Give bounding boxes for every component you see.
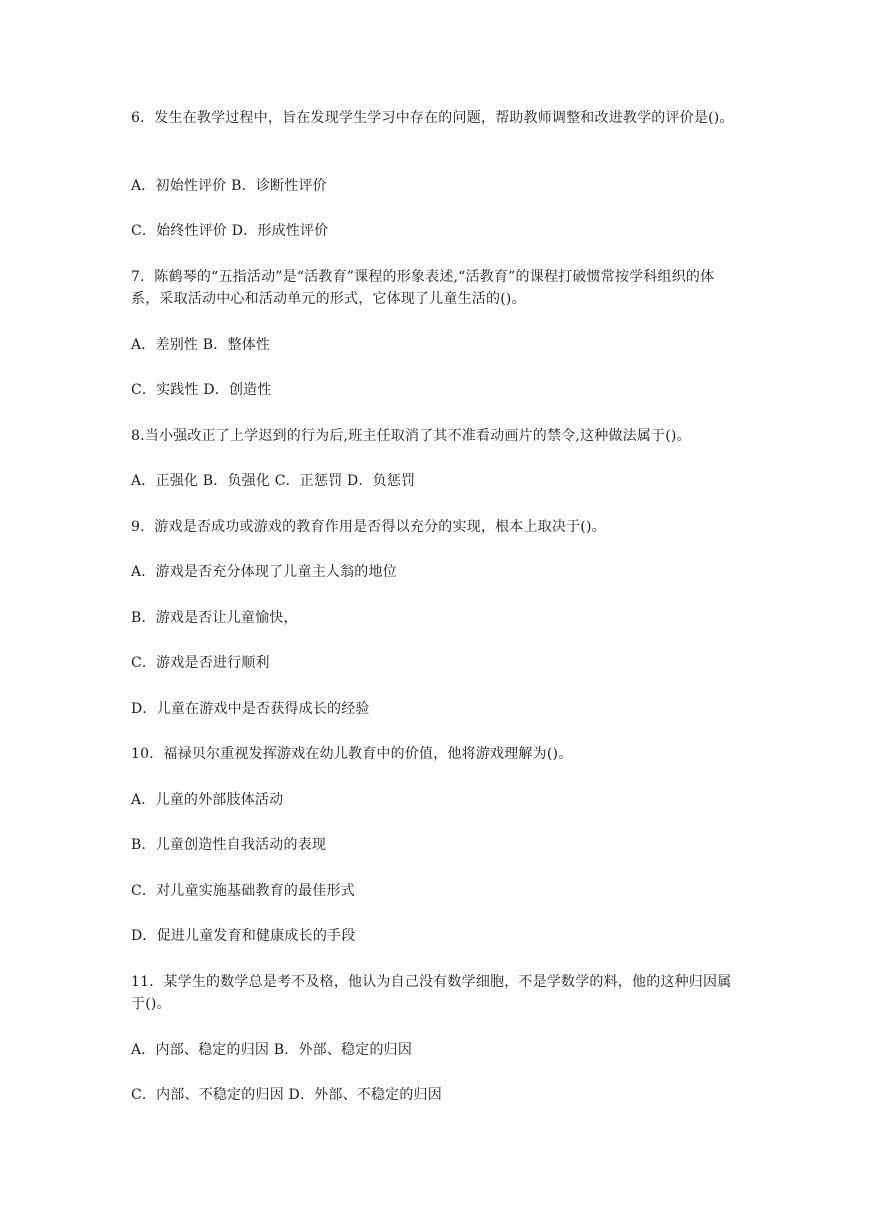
question-10-option-a: A．儿童的外部肢体活动 [131,792,284,808]
question-8-stem: 8.当小强改正了上学迟到的行为后,班主任取消了其不准看动画片的禁令,这种做法属于()。 [131,428,691,444]
question-10-option-d: D．促进儿童发育和健康成长的手段 [131,928,356,944]
question-6-option-line-1: A．初始性评价 B．诊断性评价 [131,178,327,194]
question-11-option-line-2: C．内部、不稳定的归因 D．外部、不稳定的归因 [131,1087,442,1103]
question-10-option-c: C．对儿童实施基础教育的最佳形式 [131,883,355,899]
question-10-stem: 10．福禄贝尔重视发挥游戏在幼儿教育中的价值，他将游戏理解为()。 [131,746,573,762]
question-7-option-line-2: C．实践性 D．创造性 [131,382,272,398]
question-11-stem: 11．某学生的数学总是考不及格，他认为自己没有数学细胞，不是学数学的料，他的这种归因属于()。 [131,974,732,1012]
question-9-option-b: B．游戏是否让儿童愉快， [131,610,298,626]
question-9-stem: 9．游戏是否成功或游戏的教育作用是否得以充分的实现，根本上取决于()。 [131,519,606,535]
question-11-option-line-1: A．内部、稳定的归因 B．外部、稳定的归因 [131,1042,413,1058]
question-9-option-d: D．儿童在游戏中是否获得成长的经验 [131,701,370,717]
question-9-option-a: A．游戏是否充分体现了儿童主人翁的地位 [131,564,397,580]
question-10-option-b: B．儿童创造性自我活动的表现 [131,837,327,853]
question-7-option-line-1: A．差别性 B．整体性 [131,337,271,353]
question-8-option-line-1: A．正强化 B．负强化 C．正惩罚 D．负惩罚 [131,473,416,489]
question-6-option-line-2: C．始终性评价 D．形成性评价 [131,223,329,239]
question-6-stem: 6．发生在教学过程中，旨在发现学生学习中存在的问题，帮助教师调整和改进教学的评价是()。 [131,110,734,126]
question-9-option-c: C．游戏是否进行顺利 [131,655,270,671]
question-7-stem: 7．陈鹤琴的“五指活动”是“活教育”课程的形象表述,“活教育”的课程打破惯常按学科组织的体系，采取活动中心和活动单元的形式，它体现了儿童生活的()。 [131,269,715,307]
